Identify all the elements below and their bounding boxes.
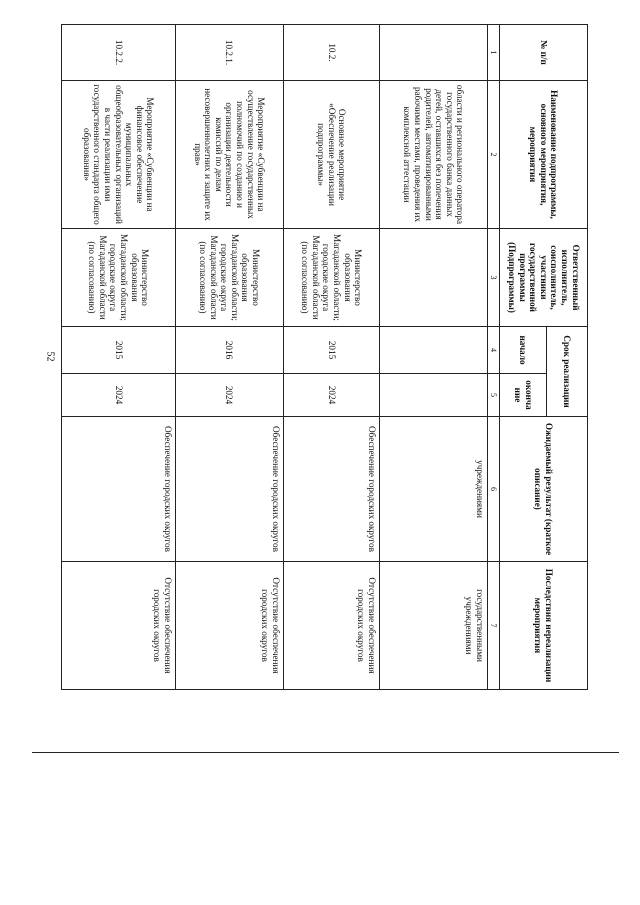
column-number: 1 bbox=[488, 25, 500, 81]
header-term: Срок реализации bbox=[547, 327, 588, 417]
cell-num: 10.2.2. bbox=[62, 25, 176, 81]
page-number: 52 bbox=[44, 351, 56, 362]
cell-result: Обеспечение городских округов bbox=[175, 417, 283, 562]
cell-num: 10.2.1. bbox=[175, 25, 283, 81]
column-number: 5 bbox=[488, 374, 500, 417]
header-start: начало bbox=[500, 327, 547, 374]
cell-responsible bbox=[380, 229, 488, 327]
cell-end: 2024 bbox=[62, 374, 176, 417]
cell-consequences: государственными учреждениями bbox=[380, 562, 488, 690]
program-table bbox=[61, 24, 588, 690]
table-row bbox=[283, 25, 379, 690]
header-end: оконча ние bbox=[500, 374, 547, 417]
header-result: Ожидаемый результат (краткое описание) bbox=[500, 417, 588, 562]
cell-name: Мероприятие «Субвенции на осуществление государственных полномочий по созданию и организации деятельности комиссий по делам несовершеннолетних и защите их прав» bbox=[175, 81, 283, 229]
cell-responsible: Министерство образования Магаданской области; городские округа Магаданской области (по согласованию) bbox=[62, 229, 176, 327]
table-row bbox=[175, 25, 283, 690]
table-row bbox=[380, 25, 488, 690]
cell-end bbox=[380, 374, 488, 417]
cell-end: 2024 bbox=[175, 374, 283, 417]
column-number: 6 bbox=[488, 417, 500, 562]
table-row bbox=[62, 25, 176, 690]
header-row-1 bbox=[547, 25, 588, 690]
bottom-rule bbox=[32, 752, 619, 753]
column-number: 3 bbox=[488, 229, 500, 327]
header-num: № п/п bbox=[500, 25, 588, 81]
cell-responsible: Министерство образования Магаданской области; городские округа Магаданской области (по согласованию) bbox=[175, 229, 283, 327]
cell-num bbox=[380, 25, 488, 81]
cell-name: Основное мероприятие «Обеспечение реализации подпрограммы» bbox=[283, 81, 379, 229]
cell-start: 2015 bbox=[62, 327, 176, 374]
cell-end: 2024 bbox=[283, 374, 379, 417]
cell-result: Обеспечение городских округов bbox=[283, 417, 379, 562]
cell-start: 2015 bbox=[283, 327, 379, 374]
header-name: Наименование подпрограммы, основного мероприятия, мероприятия bbox=[500, 81, 588, 229]
cell-start: 2016 bbox=[175, 327, 283, 374]
header-consequences: Последствия нереализации мероприятия bbox=[500, 562, 588, 690]
cell-result: Обеспечение городских округов bbox=[62, 417, 176, 562]
column-number-row bbox=[488, 25, 500, 690]
column-number: 7 bbox=[488, 562, 500, 690]
cell-consequences: Отсутствие обеспечения городских округов bbox=[62, 562, 176, 690]
cell-result: учреждениями bbox=[380, 417, 488, 562]
cell-responsible: Министерство образования Магаданской области; городские округа Магаданской области (по согласованию) bbox=[283, 229, 379, 327]
column-number: 4 bbox=[488, 327, 500, 374]
rotated-table-wrapper bbox=[61, 24, 588, 689]
cell-start bbox=[380, 327, 488, 374]
header-responsible: Ответственный исполнитель, соисполнитель, участники государственной программы (Подпрограммы) bbox=[500, 229, 588, 327]
cell-num: 10.2. bbox=[283, 25, 379, 81]
cell-name: области и регионального оператора государственного банка данных детей, оставшихся без попечения родителей, автоматизированными рабочими местами, проведения их комплексной аттестации bbox=[380, 81, 488, 229]
cell-name: Мероприятие «Субвенции на финансовое обеспечение муниципальных общеобразовательных организаций в части реализации ими государственного стандарта общего образования» bbox=[62, 81, 176, 229]
column-number: 2 bbox=[488, 81, 500, 229]
cell-consequences: Отсутствие обеспечения городских округов bbox=[283, 562, 379, 690]
cell-consequences: Отсутствие обеспечения городских округов bbox=[175, 562, 283, 690]
